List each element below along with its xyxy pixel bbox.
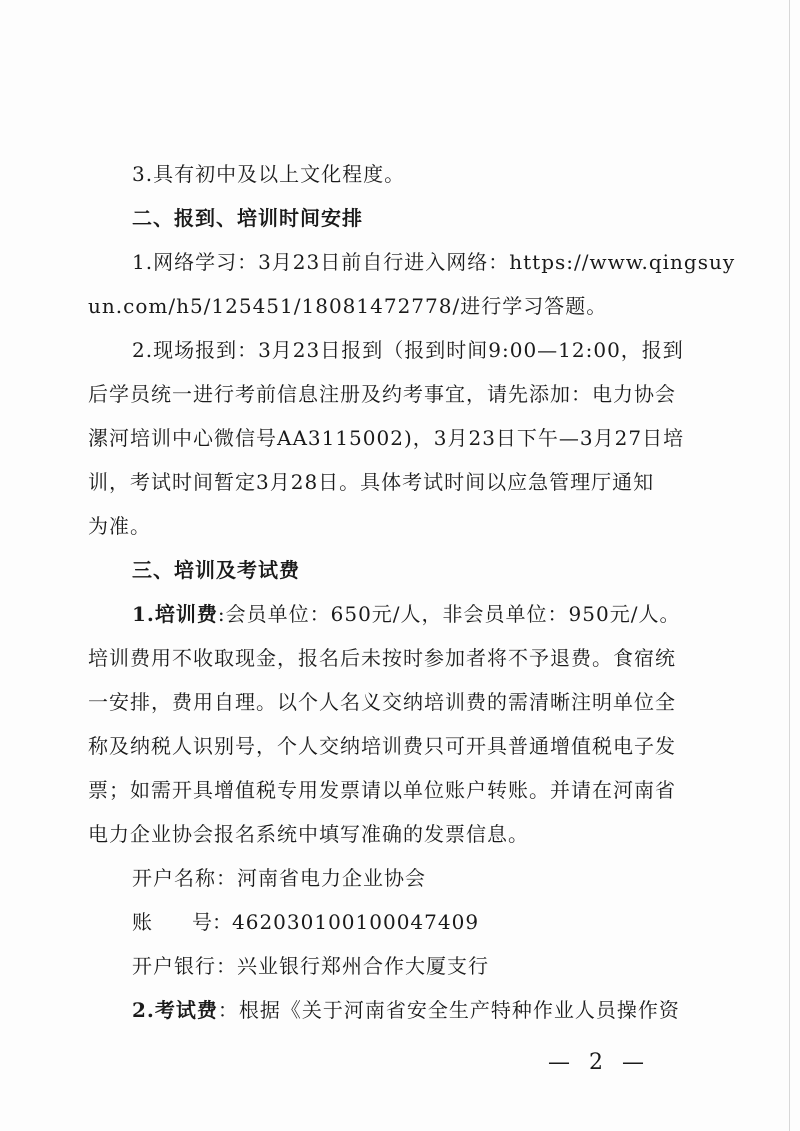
bank-value: 兴业银行郑州合作大厦支行 (237, 954, 489, 978)
paragraph-onsite-registration-line-3: 漯河培训中心微信号AA3115002)，3月23日下午—3月27日培 (88, 426, 685, 450)
training-fee-label: 1.培训费 (132, 602, 218, 626)
page-number: — 2 — (548, 1050, 650, 1075)
section-heading-fees: 三、培训及考试费 (132, 558, 300, 582)
exam-fee-label: 2.考试费 (132, 998, 218, 1022)
paragraph-onsite-registration-line-1: 2.现场报到：3月23日报到（报到时间9:00—12:00，报到 (132, 338, 684, 362)
bank-row (88, 944, 688, 988)
document-body (88, 152, 736, 1032)
account-name-value: 河南省电力企业协会 (237, 866, 426, 890)
paragraph-online-study-line-1: 1.网络学习：3月23日前自行进入网络：https://www.qingsuy (132, 250, 736, 274)
account-name-row (88, 856, 688, 900)
paragraph-onsite-registration-line-5: 为准。 (88, 514, 151, 538)
paragraph-exam-fee-line-1 (88, 988, 688, 1032)
paragraph-education-requirement: 3.具有初中及以上文化程度。 (132, 162, 406, 186)
paragraph-onsite-registration-line-4: 训，考试时间暂定3月28日。具体考试时间以应急管理厅通知 (88, 470, 655, 494)
account-number-value: 462030100100047409 (232, 910, 480, 934)
account-number-label: 账 号： (132, 910, 232, 934)
section-heading-schedule: 二、报到、培训时间安排 (132, 206, 363, 230)
paragraph-training-fee-line-1 (88, 592, 688, 636)
exam-fee-text: ：根据《关于河南省安全生产特种作业人员操作资 (217, 998, 680, 1022)
paragraph-training-fee-line-2: 培训费用不收取现金，报名后未按时参加者将不予退费。食宿统 (88, 646, 676, 670)
paragraph-training-fee-line-3: 一安排，费用自理。以个人名义交纳培训费的需清晰注明单位全 (88, 690, 676, 714)
paragraph-onsite-registration-line-2: 后学员统一进行考前信息注册及约考事宜，请先添加：电力协会 (88, 382, 676, 406)
account-name-label: 开户名称： (132, 866, 237, 890)
paragraph-online-study-line-2: un.com/h5/125451/18081472778/进行学习答题。 (88, 294, 608, 318)
paragraph-training-fee-line-4: 称及纳税人识别号，个人交纳培训费只可开具普通增值税电子发 (88, 734, 676, 758)
bank-label: 开户银行： (132, 954, 237, 978)
training-fee-text: :会员单位：650元/人，非会员单位：950元/人。 (217, 602, 681, 626)
page-edge-line (789, 0, 790, 1131)
account-number-row (88, 900, 688, 944)
paragraph-training-fee-line-5: 票；如需开具增值税专用发票请以单位账户转账。并请在河南省 (88, 778, 676, 802)
paragraph-training-fee-line-6: 电力企业协会报名系统中填写准确的发票信息。 (88, 822, 529, 846)
